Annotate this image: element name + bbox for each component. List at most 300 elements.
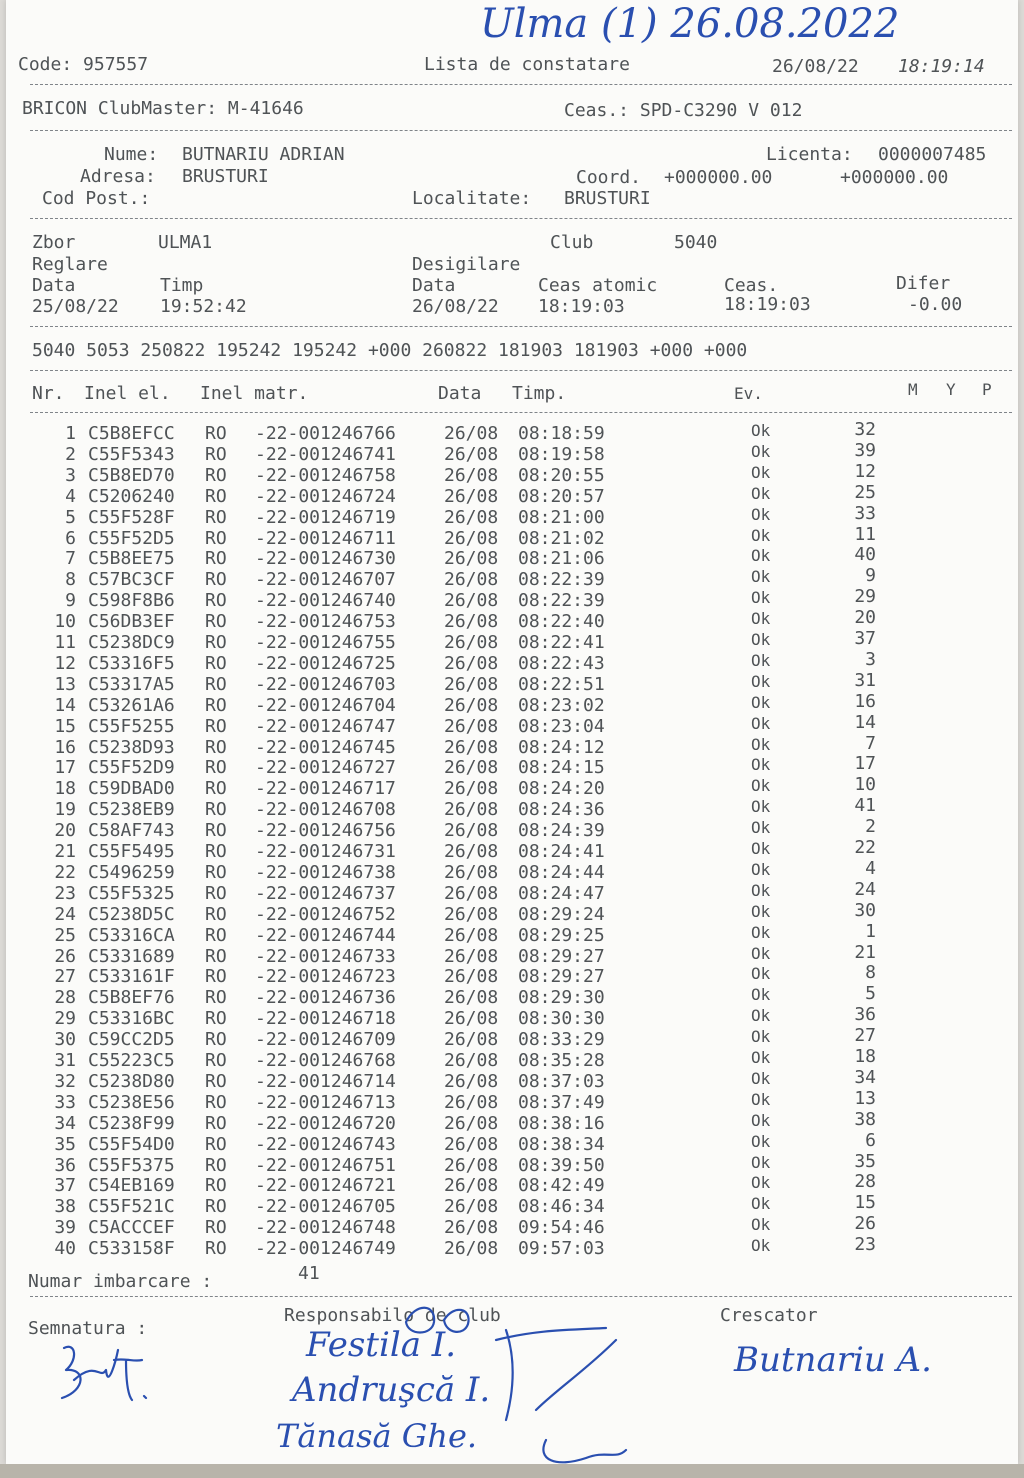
electronic-ring: C55F521C [88,1196,175,1218]
arrival-time: 08:22:39 [518,590,605,612]
row-number: 36 [54,1154,76,1176]
arrival-time: 08:37:03 [518,1070,605,1092]
zbor-label: Zbor [32,232,76,253]
electronic-ring: C5496259 [88,861,175,883]
col-inel-matr: Inel matr. [200,383,309,404]
arrival-date: 26/08 [444,569,499,591]
electronic-ring: C533161F [88,966,175,988]
stamp-scribble [386,1300,646,1470]
electronic-ring: C5B8EF76 [88,987,175,1009]
event-status: Ok [751,1236,771,1256]
electronic-ring: C55223C5 [88,1050,175,1071]
row-number: 23 [54,882,76,904]
event-status: Ok [751,671,771,691]
event-status: Ok [751,609,771,629]
electronic-ring: C5238E56 [88,1091,175,1113]
arrival-date: 26/08 [444,506,499,528]
position: 18 [854,1046,876,1067]
position: 31 [854,669,876,691]
electronic-ring: C5238D5C [88,903,175,925]
divider [30,370,1012,371]
position: 36 [854,1004,876,1026]
col-y: Y [946,380,956,399]
code-line: 5040 5053 250822 195242 195242 +000 260822 181903 181903 +000 +000 [32,340,748,361]
numar-imbarcare-value: 41 [298,1263,320,1284]
country-code: RO [205,652,227,674]
position: 10 [854,774,876,796]
country-code: RO [205,1091,227,1113]
arrival-time: 08:33:29 [518,1029,605,1051]
arrival-time: 08:19:58 [518,443,605,465]
electronic-ring: C5B8EE75 [88,548,175,570]
data-label-2: Data [412,275,456,296]
row-number: 29 [54,1008,76,1030]
ring-number: -22-001246755 [255,632,396,653]
row-number: 34 [54,1112,76,1134]
event-status: Ok [751,859,771,879]
country-code: RO [205,506,227,528]
event-status: Ok [751,1006,771,1026]
event-status: Ok [751,441,771,461]
col-inel-el: Inel el. [84,383,171,404]
position: 7 [865,732,876,754]
electronic-ring: C5238D80 [88,1070,175,1092]
position: 14 [854,711,876,733]
ring-number: -22-001246709 [255,1029,396,1051]
country-code: RO [205,1050,227,1071]
position: 35 [854,1150,876,1172]
electronic-ring: C5238EB9 [88,799,175,821]
event-status: Ok [751,692,771,712]
electronic-ring: C55F52D9 [88,757,175,779]
arrival-date: 26/08 [444,1196,499,1218]
position: 33 [854,502,876,524]
arrival-date: 26/08 [444,485,499,507]
row-number: 27 [54,966,76,988]
handwritten-header: Ulma (1) 26.08.2022 [480,1,900,47]
electronic-ring: C53261A6 [88,694,175,716]
ring-number: -22-001246747 [255,715,396,737]
arrival-time: 08:21:06 [518,548,605,570]
event-status: Ok [751,462,771,482]
position: 6 [865,1129,876,1151]
event-status: Ok [751,1194,771,1214]
clock-id: Ceas.: SPD-C3290 V 012 [564,100,803,121]
country-code: RO [205,548,227,570]
arrival-time: 08:23:02 [518,694,605,716]
ring-number: -22-001246717 [255,778,396,800]
arrival-date: 26/08 [444,715,499,737]
arrival-time: 08:23:04 [518,715,605,737]
event-status: Ok [751,985,771,1005]
country-code: RO [205,799,227,821]
electronic-ring: C5238DC9 [88,632,175,653]
event-status: Ok [751,630,771,649]
position: 16 [854,690,876,712]
electronic-ring: C55F5343 [88,443,175,465]
row-number: 18 [54,778,76,800]
position: 26 [854,1213,876,1235]
arrival-time: 08:24:47 [518,882,605,904]
position: 34 [854,1066,876,1088]
arrival-time: 08:39:50 [518,1154,605,1176]
country-code: RO [205,924,227,946]
signature-mark [56,1340,156,1420]
arrival-date: 26/08 [444,548,499,570]
electronic-ring: C58AF743 [88,820,175,842]
ring-number: -22-001246705 [255,1196,396,1218]
arrival-time: 08:24:41 [518,841,605,862]
position: 30 [854,899,876,921]
row-number: 35 [54,1133,76,1155]
electronic-ring: C54EB169 [88,1175,175,1197]
name-label: Nume: [104,144,159,165]
event-status: Ok [751,1027,771,1047]
coord-label: Coord. [576,167,642,188]
arrival-date: 26/08 [444,1091,499,1113]
arrival-time: 08:22:40 [518,611,605,633]
position: 17 [854,753,876,775]
position: 4 [865,857,876,879]
ring-number: -22-001246708 [255,799,396,821]
arrival-date: 26/08 [444,632,499,653]
col-p: P [982,380,992,399]
country-code: RO [205,694,227,716]
ring-number: -22-001246723 [255,966,396,988]
reglare-label: Reglare [32,254,108,275]
col-ev: Ev. [734,384,763,403]
zbor-value: ULMA1 [158,232,213,253]
event-status: Ok [751,1089,771,1109]
difer-label: Difer [896,273,951,294]
row-number: 13 [54,673,76,695]
row-number: 9 [65,590,76,612]
arrival-date: 26/08 [444,1217,499,1239]
club-signature-2: Andruşcă I. [292,1370,491,1410]
country-code: RO [205,715,227,737]
owner-name: BUTNARIU ADRIAN [182,144,345,165]
event-status: Ok [751,755,771,775]
row-number: 32 [54,1070,76,1092]
arrival-date: 26/08 [444,778,499,800]
ring-number: -22-001246718 [255,1008,396,1030]
numar-imbarcare-label: Numar imbarcare : [28,1271,213,1292]
event-status: Ok [751,567,771,587]
row-number: 14 [54,694,76,716]
arrival-date: 26/08 [444,757,499,779]
ring-number: -22-001246743 [255,1133,396,1155]
position: 5 [865,983,876,1005]
event-status: Ok [751,776,771,796]
electronic-ring: C5238F99 [88,1112,175,1134]
ring-number: -22-001246727 [255,757,396,779]
arrival-time: 08:22:43 [518,652,605,674]
position: 23 [854,1234,876,1256]
event-status: Ok [751,525,771,545]
coord-x: +000000.00 [664,167,773,188]
event-status: Ok [751,818,771,838]
electronic-ring: C59DBAD0 [88,778,175,800]
ring-number: -22-001246731 [255,841,396,862]
country-code: RO [205,464,227,486]
electronic-ring: C55F5375 [88,1154,175,1176]
event-status: Ok [751,1068,771,1088]
row-number: 1 [65,423,76,444]
divider [30,412,1012,413]
electronic-ring: C56DB3EF [88,611,175,633]
ring-number: -22-001246721 [255,1175,396,1197]
country-code: RO [205,1029,227,1051]
position: 40 [854,544,876,566]
divider [30,84,1012,85]
position: 28 [854,1171,876,1193]
event-status: Ok [751,901,771,921]
electronic-ring: C55F52D5 [88,527,175,549]
event-status: Ok [751,797,771,817]
document-title: Lista de constatare [424,54,630,75]
reglare-time: 19:52:42 [160,296,247,317]
row-number: 33 [54,1091,76,1113]
arrival-time: 08:38:16 [518,1112,605,1134]
receipt-paper [6,0,1018,1464]
arrival-time: 08:21:02 [518,527,605,549]
arrival-date: 26/08 [444,1008,499,1030]
event-status: Ok [751,1152,771,1172]
event-status: Ok [751,922,771,942]
row-number: 39 [54,1217,76,1239]
header-date: 26/08/22 [772,56,859,77]
data-label: Data [32,275,76,296]
arrival-date: 26/08 [444,861,499,883]
country-code: RO [205,1238,227,1260]
ring-number: -22-001246733 [255,945,396,967]
ring-number: -22-001246730 [255,548,396,570]
ring-number: -22-001246707 [255,569,396,591]
arrival-date: 26/08 [444,652,499,674]
arrival-time: 08:18:59 [518,423,605,444]
timp-label: Timp [160,275,204,296]
responsabil-label: Responsabilo de club [284,1305,501,1326]
position: 21 [854,941,876,963]
country-code: RO [205,757,227,779]
divider [30,326,1012,327]
ring-number: -22-001246719 [255,506,396,528]
row-number: 26 [54,945,76,967]
position: 32 [854,419,876,440]
arrival-date: 26/08 [444,1154,499,1176]
ring-number: -22-001246711 [255,527,396,549]
table-row [6,1234,1016,1260]
country-code: RO [205,1217,227,1239]
crescator-label: Crescator [720,1305,818,1326]
country-code: RO [205,987,227,1009]
row-number: 8 [65,569,76,591]
arrival-time: 08:35:28 [518,1050,605,1071]
electronic-ring: C53317A5 [88,673,175,695]
arrival-time: 08:24:15 [518,757,605,779]
row-number: 38 [54,1196,76,1218]
arrival-time: 08:42:49 [518,1175,605,1197]
ring-number: -22-001246714 [255,1070,396,1092]
position: 20 [854,607,876,629]
arrival-time: 08:38:34 [518,1133,605,1155]
country-code: RO [205,673,227,695]
ceas-label: Ceas. [724,275,779,296]
event-status: Ok [751,588,771,608]
event-status: Ok [751,943,771,963]
arrival-time: 08:20:57 [518,485,605,507]
arrival-date: 26/08 [444,673,499,695]
ceas-atomic-label: Ceas atomic [538,275,658,296]
position: 22 [854,837,876,858]
row-number: 24 [54,903,76,925]
arrival-date: 26/08 [444,820,499,842]
position: 24 [854,878,876,900]
arrival-time: 08:24:20 [518,778,605,800]
arrival-time: 08:24:39 [518,820,605,842]
country-code: RO [205,945,227,967]
arrival-date: 26/08 [444,903,499,925]
arrival-time: 09:54:46 [518,1217,605,1239]
row-number: 6 [65,527,76,549]
event-status: Ok [751,421,771,440]
row-number: 4 [65,485,76,507]
arrival-date: 26/08 [444,882,499,904]
arrival-time: 08:24:44 [518,861,605,883]
col-timp: Timp. [512,383,567,404]
country-code: RO [205,736,227,758]
arrival-date: 26/08 [444,1050,499,1071]
event-status: Ok [751,650,771,670]
ceas-atomic-value: 18:19:03 [538,296,625,317]
arrival-time: 08:46:34 [518,1196,605,1218]
arrival-date: 26/08 [444,736,499,758]
country-code: RO [205,778,227,800]
row-number: 30 [54,1029,76,1051]
electronic-ring: C598F8B6 [88,590,175,612]
arrival-time: 08:29:27 [518,966,605,988]
code-label: Code: 957557 [18,54,149,75]
country-code: RO [205,485,227,507]
arrival-time: 08:29:30 [518,987,605,1009]
ring-number: -22-001246738 [255,861,396,883]
desigilare-date: 26/08/22 [412,296,499,317]
arrival-date: 26/08 [444,1112,499,1134]
row-number: 15 [54,715,76,737]
address-label: Adresa: [80,166,156,187]
row-number: 5 [65,506,76,528]
country-code: RO [205,443,227,465]
arrival-date: 26/08 [444,527,499,549]
arrival-date: 26/08 [444,987,499,1009]
ring-number: -22-001246741 [255,443,396,465]
divider [30,130,1012,131]
ring-number: -22-001246703 [255,673,396,695]
ring-number: -22-001246704 [255,694,396,716]
arrival-date: 26/08 [444,1133,499,1155]
ring-number: -22-001246713 [255,1091,396,1113]
position: 2 [865,816,876,838]
ring-number: -22-001246737 [255,882,396,904]
country-code: RO [205,1070,227,1092]
ring-number: -22-001246744 [255,924,396,946]
country-code: RO [205,1175,227,1197]
arrival-time: 08:22:41 [518,632,605,653]
arrival-time: 08:37:49 [518,1091,605,1113]
arrival-time: 08:29:24 [518,903,605,925]
position: 37 [854,628,876,649]
country-code: RO [205,966,227,988]
arrival-time: 08:29:25 [518,924,605,946]
electronic-ring: C53316BC [88,1008,175,1030]
electronic-ring: C53316F5 [88,652,175,674]
arrival-date: 26/08 [444,1238,499,1260]
event-status: Ok [751,1048,771,1067]
arrival-date: 26/08 [444,611,499,633]
position: 41 [854,795,876,817]
ring-number: -22-001246758 [255,464,396,486]
arrival-date: 26/08 [444,423,499,444]
country-code: RO [205,632,227,653]
arrival-date: 26/08 [444,924,499,946]
electronic-ring: C5B8EFCC [88,423,175,444]
club-signature-1: Festila I. [306,1325,457,1365]
row-number: 3 [65,464,76,486]
postcode-label: Cod Post.: [42,188,151,209]
divider [30,1296,1012,1297]
country-code: RO [205,820,227,842]
ring-number: -22-001246720 [255,1112,396,1134]
ring-number: -22-001246766 [255,423,396,444]
arrival-date: 26/08 [444,841,499,862]
country-code: RO [205,590,227,612]
electronic-ring: C55F5495 [88,841,175,862]
position: 11 [854,523,876,545]
country-code: RO [205,1133,227,1155]
locality: BRUSTURI [564,188,651,209]
row-number: 21 [54,841,76,862]
event-status: Ok [751,546,771,566]
position: 3 [865,648,876,670]
event-status: Ok [751,1173,771,1193]
arrival-date: 26/08 [444,694,499,716]
row-number: 10 [54,611,76,633]
electronic-ring: C5238D93 [88,736,175,758]
semnatura-label: Semnatura : [28,1318,148,1339]
row-number: 20 [54,820,76,842]
arrival-date: 26/08 [444,590,499,612]
position: 38 [854,1108,876,1130]
row-number: 17 [54,757,76,779]
club-value: 5040 [674,232,718,253]
country-code: RO [205,861,227,883]
position: 39 [854,439,876,461]
ring-number: -22-001246745 [255,736,396,758]
country-code: RO [205,1154,227,1176]
row-number: 28 [54,987,76,1009]
ring-number: -22-001246768 [255,1050,396,1071]
ring-number: -22-001246756 [255,820,396,842]
electronic-ring: C5206240 [88,485,175,507]
row-number: 19 [54,799,76,821]
position: 12 [854,460,876,482]
divider [30,218,1012,219]
club-signature-3: Tănasă Ghe. [276,1417,478,1455]
event-status: Ok [751,880,771,900]
desigilare-label: Desigilare [412,254,521,275]
electronic-ring: C57BC3CF [88,569,175,591]
arrival-time: 09:57:03 [518,1238,605,1260]
